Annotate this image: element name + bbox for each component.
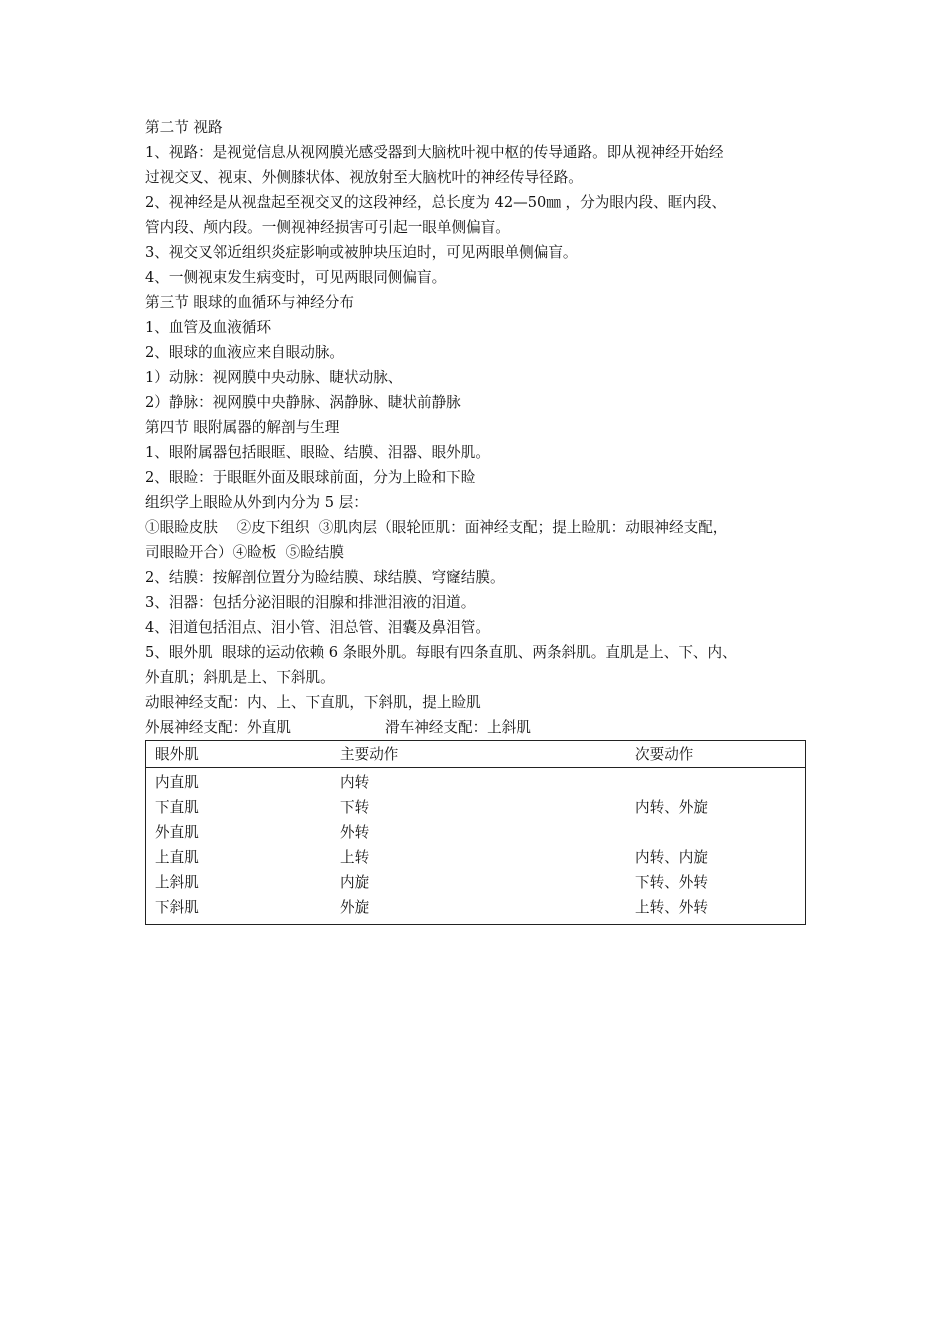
paragraph-line: 1、视路：是视觉信息从视网膜光感受器到大脑枕叶视中枢的传导通路。即从视神经开始经 xyxy=(145,144,724,161)
paragraph-line: 2）静脉：视网膜中央静脉、涡静脉、睫状前静脉 xyxy=(145,394,461,411)
table-header-row xyxy=(146,741,806,768)
paragraph-line: 3、视交叉邻近组织炎症影响或被肿块压迫时，可见两眼单侧偏盲。 xyxy=(145,244,578,261)
primary-action-cell: 外旋 xyxy=(340,899,370,916)
secondary-action-cell xyxy=(626,768,806,796)
paragraph-line: 2、眼睑：于眼眶外面及眼球前面，分为上睑和下睑 xyxy=(145,469,476,486)
nerve-innervation-row xyxy=(145,715,825,740)
muscle-cell: 外直肌 xyxy=(155,824,199,841)
paragraph-line: 5、眼外肌 眼球的运动依赖 6 条眼外肌。每眼有四条直肌、两条斜肌。直肌是上、下、内、 xyxy=(145,644,737,661)
paragraph-line: 1、眼附属器包括眼眶、眼睑、结膜、泪器、眼外肌。 xyxy=(145,444,490,461)
paragraph-line: 过视交叉、视束、外侧膝状体、视放射至大脑枕叶的神经传导径路。 xyxy=(145,169,583,186)
column-header-secondary-action: 次要动作 xyxy=(626,741,806,768)
paragraph-line: 2、结膜：按解剖位置分为睑结膜、球结膜、穹窿结膜。 xyxy=(145,569,505,586)
paragraph-line: 管内段、颅内段。一侧视神经损害可引起一眼单侧偏盲。 xyxy=(145,219,510,236)
paragraph-line: 2、视神经是从视盘起至视交叉的这段神经，总长度为 42—50㎜ ，分为眼内段、眶内段、 xyxy=(145,194,727,211)
secondary-action-cell: 下转、外转 xyxy=(635,874,708,891)
primary-action-cell: 内转 xyxy=(340,774,370,791)
table-row xyxy=(146,768,806,796)
table-row xyxy=(146,820,806,845)
extraocular-muscle-table xyxy=(145,740,806,925)
table-row xyxy=(146,895,806,925)
paragraph-line: 4、泪道包括泪点、泪小管、泪总管、泪囊及鼻泪管。 xyxy=(145,619,490,636)
primary-action-cell: 下转 xyxy=(340,799,370,816)
table-row xyxy=(146,845,806,870)
muscle-cell: 上斜肌 xyxy=(155,874,199,891)
muscle-cell: 下直肌 xyxy=(155,799,199,816)
primary-action-cell: 外转 xyxy=(340,824,370,841)
paragraph-line: 司眼睑开合）④睑板 ⑤睑结膜 xyxy=(145,544,344,561)
primary-action-cell: 内旋 xyxy=(340,874,370,891)
secondary-action-cell: 内转、外旋 xyxy=(635,799,708,816)
section-heading-2: 第二节 视路 xyxy=(145,119,223,136)
paragraph-line: 组织学上眼睑从外到内分为 5 层： xyxy=(145,494,368,511)
muscle-cell: 内直肌 xyxy=(155,774,199,791)
section-heading-4: 第四节 眼附属器的解剖与生理 xyxy=(145,419,340,436)
paragraph-line: 外直肌；斜肌是上、下斜肌。 xyxy=(145,669,335,686)
paragraph-line: 动眼神经支配：内、上、下直肌，下斜肌，提上睑肌 xyxy=(145,694,481,711)
paragraph-line: 2、眼球的血液应来自眼动脉。 xyxy=(145,344,345,361)
column-header-primary-action: 主要动作 xyxy=(331,741,626,768)
muscle-cell: 下斜肌 xyxy=(155,899,199,916)
muscle-cell: 上直肌 xyxy=(155,849,199,866)
table-row xyxy=(146,795,806,820)
secondary-action-cell xyxy=(626,820,806,845)
paragraph-line: 1）动脉：视网膜中央动脉、睫状动脉、 xyxy=(145,369,403,386)
paragraph-line: ①眼睑皮肤 ②皮下组织 ③肌肉层（眼轮匝肌：面神经支配；提上睑肌：动眼神经支配， xyxy=(145,519,728,536)
primary-action-cell: 上转 xyxy=(340,849,370,866)
paragraph-line: 1、血管及血液循环 xyxy=(145,319,272,336)
table-row xyxy=(146,870,806,895)
secondary-action-cell: 上转、外转 xyxy=(635,899,708,916)
trochlear-nerve-text: 滑车神经支配：上斜肌 xyxy=(385,719,531,736)
paragraph-line: 4、一侧视束发生病变时，可见两眼同侧偏盲。 xyxy=(145,269,447,286)
secondary-action-cell: 内转、内旋 xyxy=(635,849,708,866)
document-page xyxy=(145,115,825,925)
abducens-nerve-text: 外展神经支配：外直肌 xyxy=(145,719,291,736)
section-heading-3: 第三节 眼球的血循环与神经分布 xyxy=(145,294,354,311)
column-header-muscle: 眼外肌 xyxy=(146,741,332,768)
paragraph-line: 3、泪器：包括分泌泪眼的泪腺和排泄泪液的泪道。 xyxy=(145,594,476,611)
